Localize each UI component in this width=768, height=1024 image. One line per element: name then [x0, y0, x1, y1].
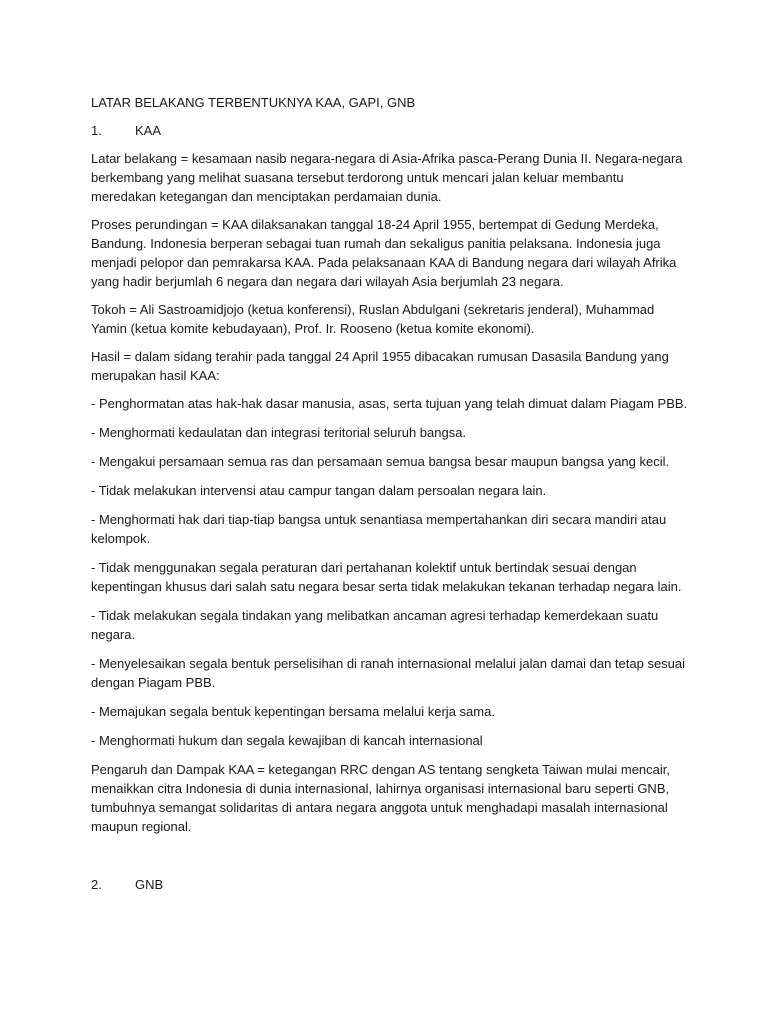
- dasasila-list: [91, 394, 688, 750]
- section-heading-gnb: [91, 875, 688, 894]
- list-item: - Tidak melakukan segala tindakan yang melibatkan ancaman agresi terhadap kemerdekaan suatu negara.: [91, 608, 659, 642]
- paragraph-tokoh: Tokoh = Ali Sastroamidjojo (ketua konferensi), Ruslan Abdulgani (sekretaris jenderal), Muhammad Yamin (ketua komite kebudayaan), Prof. Ir. Rooseno (ketua komite ekonomi).: [91, 302, 655, 336]
- list-item: - Menghormati hak dari tiap-tiap bangsa untuk senantiasa mempertahankan diri secara mandiri atau kelompok.: [91, 512, 667, 546]
- list-item: - Menghormati kedaulatan dan integrasi teritorial seluruh bangsa.: [91, 425, 467, 440]
- paragraph-hasil: Hasil = dalam sidang terahir pada tanggal 24 April 1955 dibacakan rumusan Dasasila Bandung yang merupakan hasil KAA:: [91, 349, 669, 383]
- section-heading-kaa: [91, 121, 688, 140]
- list-item: - Tidak menggunakan segala peraturan dari pertahanan kolektif untuk bertindak sesuai dengan kepentingan khusus dari salah satu negara besar serta tidak melakukan tekanan terhadap negara lain.: [91, 560, 682, 594]
- section-spacer: [91, 845, 688, 875]
- list-item: - Menghormati hukum dan segala kewajiban di kancah internasional: [91, 733, 483, 748]
- list-item: - Menyelesaikan segala bentuk perselisihan di ranah internasional melalui jalan damai dan tetap sesuai dengan Piagam PBB.: [91, 656, 686, 690]
- paragraph-latar-belakang: Latar belakang = kesamaan nasib negara-negara di Asia-Afrika pasca-Perang Dunia II. Negara-negara berkembang yang melihat suasana tersebut terdorong untuk mencari jalan keluar membantu meredakan ketegangan dan menciptakan perdamaian dunia.: [91, 151, 683, 204]
- section-label: GNB: [135, 877, 164, 892]
- section-label: KAA: [135, 123, 162, 138]
- paragraph-pengaruh-dampak: Pengaruh dan Dampak KAA = ketegangan RRC dengan AS tentang sengketa Taiwan mulai mencair, menaikkan citra Indonesia di dunia internasional, lahirnya organisasi internasional baru seperti GNB, tumbuhnya semangat solidaritas di antara negara anggota untuk menghadapi masalah internasional maupun regional.: [91, 762, 671, 834]
- list-item: - Memajukan segala bentuk kepentingan bersama melalui kerja sama.: [91, 704, 495, 719]
- document-title: LATAR BELAKANG TERBENTUKNYA KAA, GAPI, GNB: [91, 95, 416, 110]
- list-item: - Penghormatan atas hak-hak dasar manusia, asas, serta tujuan yang telah dimuat dalam Piagam PBB.: [91, 396, 688, 411]
- list-item: - Tidak melakukan intervensi atau campur tangan dalam persoalan negara lain.: [91, 483, 547, 498]
- section-number: 2.: [91, 877, 102, 892]
- section-number: 1.: [91, 123, 102, 138]
- paragraph-proses-perundingan: Proses perundingan = KAA dilaksanakan tanggal 18-24 April 1955, bertempat di Gedung Merdeka, Bandung. Indonesia berperan sebagai tuan rumah dan sekaligus panitia pelaksana. Indonesia juga menjadi pelopor dan pemrakarsa KAA. Pada pelaksanaan KAA di Bandung negara dari wilayah Afrika yang hadir berjumlah 6 negara dan negara dari wilayah Asia berjumlah 23 negara.: [91, 217, 677, 289]
- list-item: - Mengakui persamaan semua ras dan persamaan semua bangsa besar maupun bangsa yang kecil.: [91, 454, 670, 469]
